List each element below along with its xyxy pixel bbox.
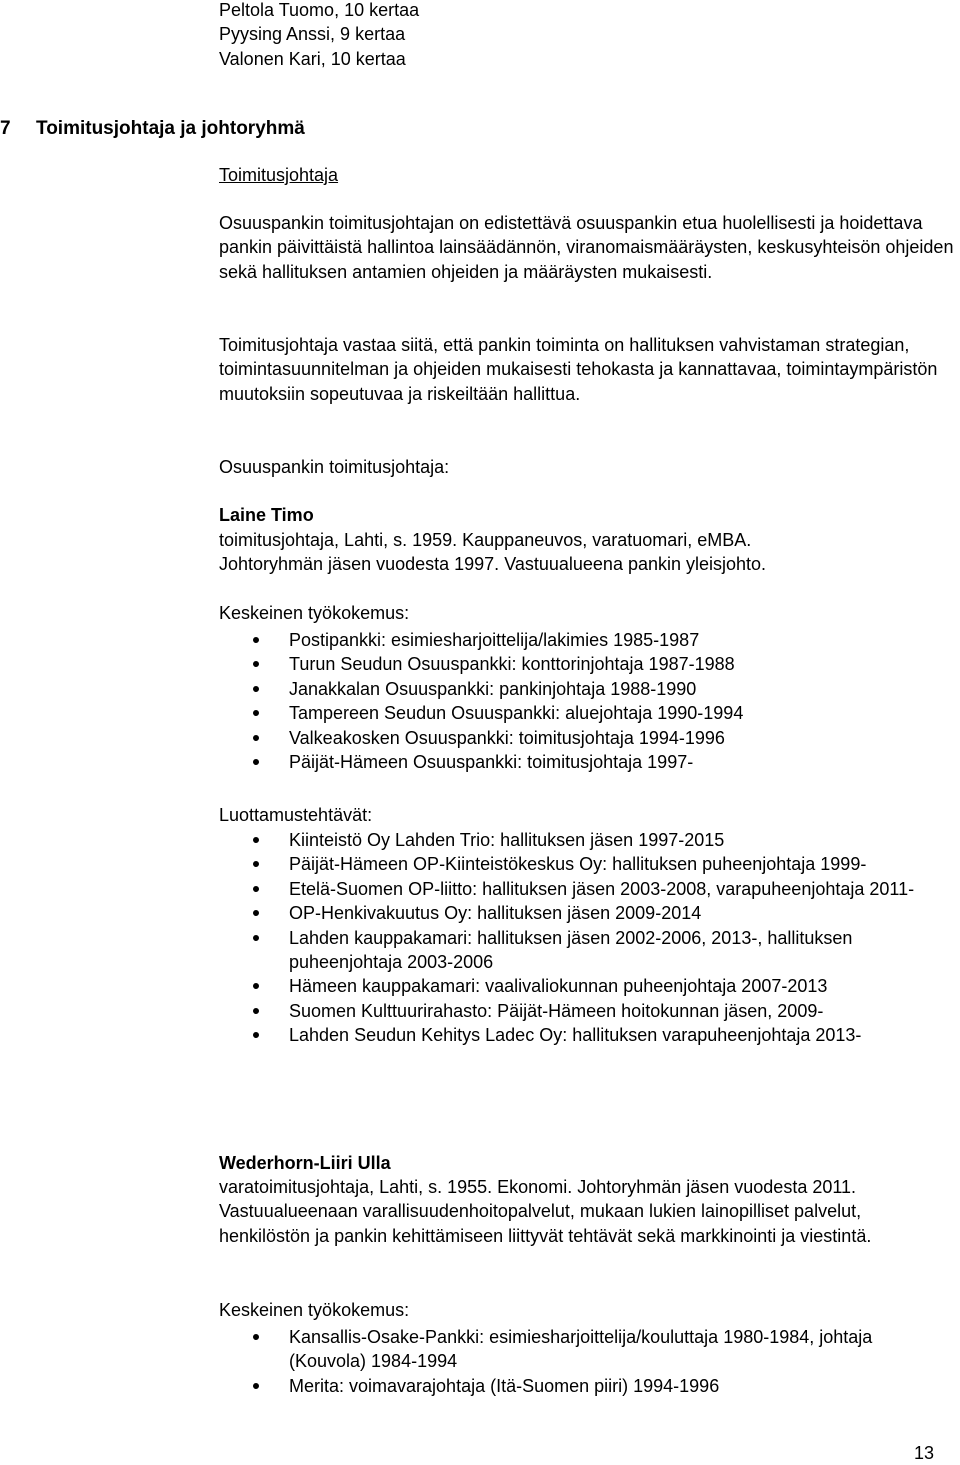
list-item: Valkeakosken Osuuspankki: toimitusjohtaja 1994-1996: [219, 726, 954, 750]
person2-experience-list: [219, 1325, 954, 1398]
person1-desc-line2: Johtoryhmän jäsen vuodesta 1997. Vastuualueena pankin yleisjohto.: [219, 554, 767, 574]
ceo-label: Osuuspankin toimitusjohtaja:: [219, 457, 450, 477]
person2-experience-label: Keskeinen työkokemus:: [219, 1300, 410, 1320]
list-item: Merita: voimavarajohtaja (Itä-Suomen piiri) 1994-1996: [219, 1374, 954, 1398]
page-number: 13: [913, 1443, 934, 1463]
list-item: Päijät-Hämeen Osuuspankki: toimitusjohtaja 1997-: [219, 750, 954, 774]
paragraph-responsibility: Toimitusjohtaja vastaa siitä, että pankin toiminta on hallituksen vahvistaman strategian, toimintasuunnitelman ja ohjeiden mukaisesti tehokasta ja kannattavaa, toimintaympäristön muutoksiin sopeutuvaa ja riskeiltään hallittua.: [219, 335, 938, 404]
list-item: Lahden Seudun Kehitys Ladec Oy: hallituksen varapuheenjohtaja 2013-: [219, 1023, 954, 1047]
list-item: Lahden kauppakamari: hallituksen jäsen 2002-2006, 2013-, hallituksen puheenjohtaja 2003-2006: [219, 926, 954, 975]
attendance-list: [219, 0, 954, 71]
person2-name: Wederhorn-Liiri Ulla: [219, 1153, 391, 1173]
attendance-item: Valonen Kari, 10 kertaa: [219, 48, 406, 69]
list-item: OP-Henkivakuutus Oy: hallituksen jäsen 2009-2014: [219, 901, 954, 925]
person1-name: Laine Timo: [219, 505, 314, 525]
person1-experience-list: [219, 628, 954, 774]
list-item: Kansallis-Osake-Pankki: esimiesharjoittelija/kouluttaja 1980-1984, johtaja (Kouvola) 1984-1994: [219, 1325, 954, 1374]
list-item: Turun Seudun Osuuspankki: konttorinjohtaja 1987-1988: [219, 652, 954, 676]
list-item: Janakkalan Osuuspankki: pankinjohtaja 1988-1990: [219, 677, 954, 701]
list-item: Päijät-Hämeen OP-Kiinteistökeskus Oy: hallituksen puheenjohtaja 1999-: [219, 852, 954, 876]
list-item: Suomen Kulttuurirahasto: Päijät-Hämeen hoitokunnan jäsen, 2009-: [219, 999, 954, 1023]
subheading: Toimitusjohtaja: [219, 165, 339, 185]
person1-desc-line1: toimitusjohtaja, Lahti, s. 1959. Kauppaneuvos, varatuomari, eMBA.: [219, 530, 752, 550]
section-title: Toimitusjohtaja ja johtoryhmä: [36, 118, 305, 139]
person1-trust-list: [219, 828, 954, 1048]
section-number: 7: [0, 118, 11, 139]
list-item: Tampereen Seudun Osuuspankki: aluejohtaja 1990-1994: [219, 701, 954, 725]
attendance-item: Pyysing Anssi, 9 kertaa: [219, 24, 406, 45]
list-item: Kiinteistö Oy Lahden Trio: hallituksen jäsen 1997-2015: [219, 828, 954, 852]
list-item: Etelä-Suomen OP-liitto: hallituksen jäsen 2003-2008, varapuheenjohtaja 2011-: [219, 877, 954, 901]
person1-experience-label: Keskeinen työkokemus:: [219, 603, 410, 623]
paragraph-duties: Osuuspankin toimitusjohtajan on edistettävä osuuspankin etua huolellisesti ja hoidettava pankin päivittäistä hallintoa lainsäädännön, viranomaismääräysten, keskusyhteisön ohjeiden sekä hallituksen antamien ohjeiden ja määräysten mukaisesti.: [219, 213, 954, 282]
person2-desc: varatoimitusjohtaja, Lahti, s. 1955. Ekonomi. Johtoryhmän jäsen vuodesta 2011. Vastuualueenaan varallisuudenhoitopalvelut, mukaan lukien lainopilliset palvelut, henkilöstön ja pankin kehittämiseen liittyvät tehtävät sekä markkinointi ja viestintä.: [219, 1177, 872, 1246]
person1-trust-label: Luottamustehtävät:: [219, 805, 373, 825]
attendance-item: Peltola Tuomo, 10 kertaa: [219, 0, 420, 20]
list-item: Postipankki: esimiesharjoittelija/lakimies 1985-1987: [219, 628, 954, 652]
list-item: Hämeen kauppakamari: vaalivaliokunnan puheenjohtaja 2007-2013: [219, 974, 954, 998]
